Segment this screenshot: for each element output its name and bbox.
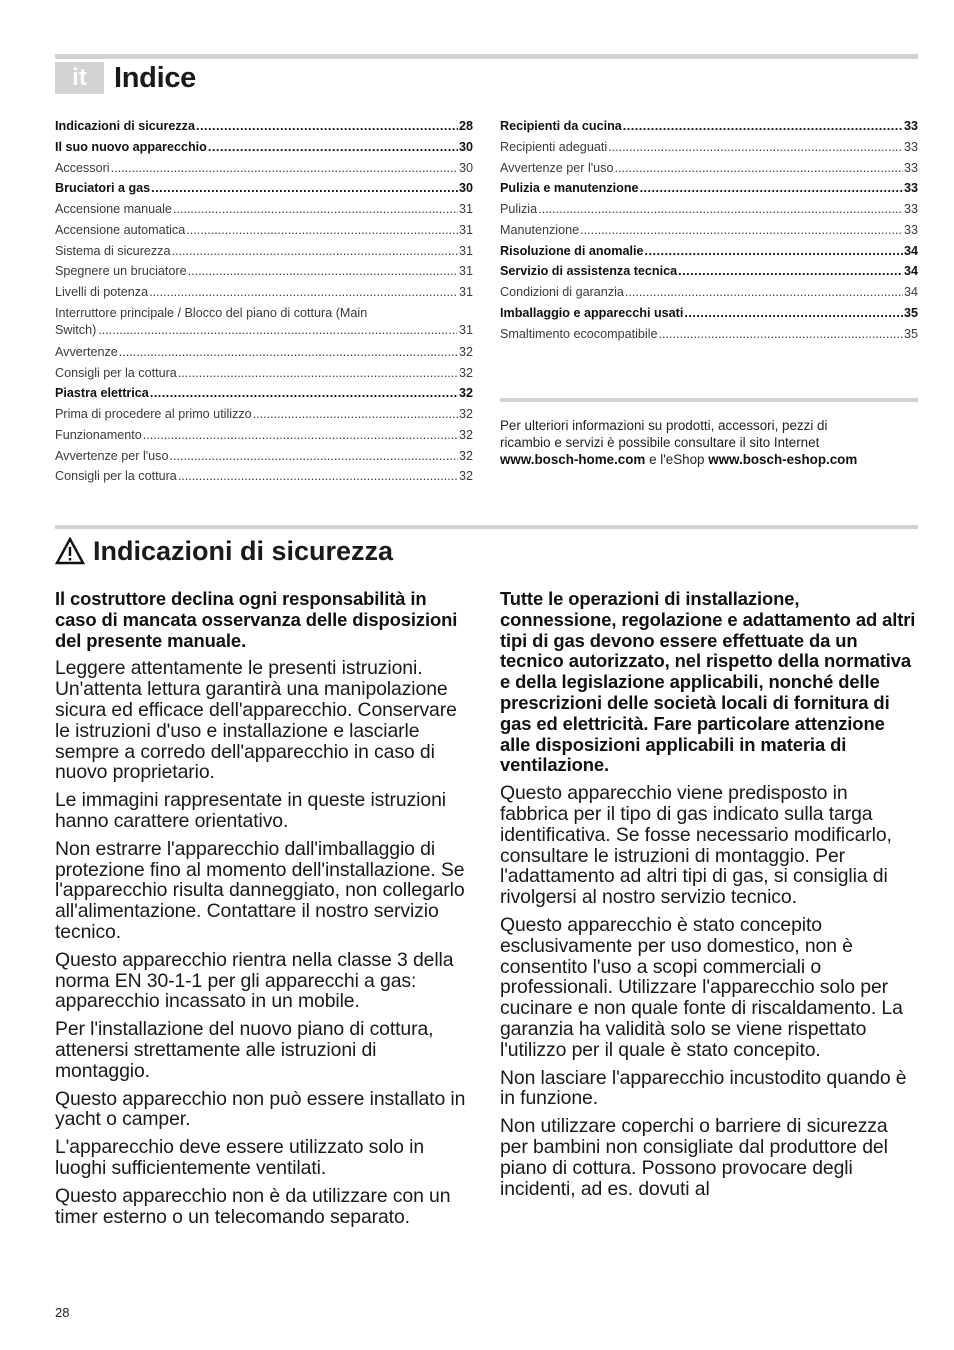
- toc-entry-page: 31: [458, 264, 473, 279]
- toc-entry-title: Consigli per la cottura: [55, 469, 177, 484]
- toc-entry[interactable]: [500, 261, 918, 282]
- toc-entry[interactable]: [500, 241, 918, 262]
- eshop-url-link[interactable]: www.bosch-eshop.com: [708, 452, 858, 467]
- toc-leader-dots: [684, 303, 903, 324]
- toc-entry-title: Pulizia e manutenzione: [500, 181, 639, 196]
- warning-icon: [55, 537, 85, 565]
- safety-title-text: Indicazioni di sicurezza: [93, 536, 394, 566]
- toc-entry-page: 33: [903, 222, 918, 237]
- toc-entry-title: Avvertenze per l'uso: [55, 448, 169, 463]
- toc-entry[interactable]: [500, 220, 918, 241]
- safety-paragraph: Non utilizzare coperchi o barriere di sicurezza per bambini non consigliate dal produttore del piano di cottura. Possono provocare degli incidenti, ad es. dovuti al: [500, 1115, 888, 1200]
- toc-entry-title: Bruciatori a gas: [55, 181, 151, 196]
- toc-entry-page: 30: [458, 181, 473, 196]
- toc-entry-page: 33: [903, 202, 918, 216]
- language-badge: it: [55, 62, 104, 94]
- toc-entry-page: 31: [458, 202, 473, 216]
- toc-entry-page: 31: [458, 243, 473, 258]
- toc-entry-title: Servizio di assistenza tecnica: [500, 264, 678, 279]
- toc-entry-title: Spegnere un bruciatore: [55, 264, 187, 279]
- toc-leader-dots: [659, 324, 903, 345]
- toc-leader-dots: [678, 261, 903, 282]
- toc-leader-dots: [640, 178, 903, 199]
- toc-leader-dots: [623, 116, 903, 137]
- toc-entry-page: 32: [458, 365, 473, 380]
- safety-paragraph: Questo apparecchio viene predisposto in fabbrica per il tipo di gas indicato sulla targa identificativa. Se fosse necessario modificarlo, consultare le istruzioni di montaggio. Per l'adattamento ad altri tipi di gas, si consiglia di rivolgersi al nostro servizio tecnico.: [500, 782, 892, 909]
- toc-entry-title: Pulizia: [500, 202, 538, 216]
- safety-section-title: [55, 533, 393, 569]
- toc-leader-dots: [253, 404, 458, 425]
- toc-entry[interactable]: [500, 137, 918, 158]
- section-rule: [55, 525, 918, 529]
- toc-entry-page: 33: [903, 119, 918, 133]
- toc-leader-dots: [119, 342, 458, 363]
- toc-entry-page: 33: [903, 160, 918, 175]
- toc-leader-dots: [538, 199, 903, 220]
- toc-entry-page: 32: [458, 344, 473, 359]
- toc-entry-page: 31: [458, 322, 473, 337]
- toc-entry-title: Livelli di potenza: [55, 285, 149, 299]
- toc-entry-page: 31: [458, 285, 473, 299]
- toc-leader-dots: [143, 425, 458, 446]
- toc-entry[interactable]: [55, 178, 473, 199]
- toc-entry-title: Accessori: [55, 160, 110, 175]
- toc-leader-dots: [614, 158, 903, 179]
- info-line-2: ricambio e servizi è possibile consultare il sito Internet: [500, 435, 820, 450]
- toc-entry-page: 28: [458, 119, 473, 133]
- safety-paragraph: Non lasciare l'apparecchio incustodito quando è in funzione.: [500, 1066, 907, 1110]
- toc-entry[interactable]: [500, 116, 918, 137]
- toc-entry[interactable]: [55, 282, 473, 303]
- toc-leader-dots: [173, 199, 458, 220]
- safety-bold-paragraph: Tutte le operazioni di installazione, connessione, regolazione e adattamento ad altri tipi di gas devono essere effettuate da un tecnico autorizzato, nel rispetto della normativa e della legislazione applicabili, nonché delle prescrizioni delle società locali di fornitura di gas ed elettricità. Fare particolare attenzione alle disposizioni applicabili in materia di ventilazione.: [500, 588, 916, 776]
- toc-entry-page: 32: [458, 386, 473, 401]
- safety-paragraph: Leggere attentamente le presenti istruzioni. Un'attenta lettura garantirà una manipolazione sicura ed efficace dell'apparecchio. Conservare le istruzioni d'uso e installazione e lasciarle sempre a corredo dell'apparecchio in caso di nuovo proprietario.: [55, 657, 457, 784]
- toc-entry-title: Manutenzione: [500, 222, 580, 237]
- toc-entry[interactable]: [500, 199, 918, 220]
- toc-entry-page: 33: [903, 139, 918, 154]
- toc-entry[interactable]: [55, 199, 473, 220]
- safety-paragraph: Questo apparecchio non può essere installato in yacht o camper.: [55, 1087, 466, 1131]
- info-line-1: Per ulteriori informazioni su prodotti, accessori, pezzi di: [500, 418, 828, 433]
- toc-entry[interactable]: [500, 324, 918, 345]
- toc-entry-title: Avvertenze: [55, 344, 118, 359]
- toc-entry[interactable]: [55, 220, 473, 241]
- toc-entry[interactable]: [55, 383, 473, 404]
- toc-entry[interactable]: [55, 158, 473, 179]
- toc-leader-dots: [178, 466, 458, 487]
- safety-paragraph: Questo apparecchio rientra nella classe 3 della norma EN 30-1-1 per gli apparecchi a gas: apparecchio incassato in un mobile.: [55, 948, 454, 1013]
- toc-entry-title: Sistema di sicurezza: [55, 243, 171, 258]
- toc-entry-title: Risoluzione di anomalie: [500, 243, 644, 258]
- toc-entry-title: Indicazioni di sicurezza: [55, 119, 195, 133]
- toc-entry-title: Interruttore principale / Blocco del piano di cottura (Main: [55, 305, 368, 320]
- safety-paragraph: Non estrarre l'apparecchio dall'imballaggio di protezione fino al momento dell'installazione. Se l'apparecchio risulta danneggiato, non collegarlo all'alimentazione. Contattare il nostro servizio tecnico.: [55, 837, 465, 943]
- toc-entry-title: Avvertenze per l'uso: [500, 160, 614, 175]
- toc-entry[interactable]: [55, 137, 473, 158]
- toc-entry[interactable]: [55, 363, 473, 384]
- toc-leader-dots: [111, 158, 458, 179]
- toc-entry-title: Recipienti adeguati: [500, 139, 608, 154]
- toc-leader-dots: [580, 220, 903, 241]
- toc-entry[interactable]: [55, 241, 473, 262]
- safety-left-column: [55, 589, 473, 1234]
- toc-leader-dots: [625, 282, 903, 303]
- toc-entry-page: 32: [458, 469, 473, 484]
- toc-entry-title: Consigli per la cottura: [55, 365, 177, 380]
- toc-entry-page: 30: [458, 160, 473, 175]
- safety-paragraph: Per l'installazione del nuovo piano di cottura, attenersi strettamente alle istruzioni di montaggio.: [55, 1018, 434, 1082]
- info-mid-text: e l'eShop: [645, 452, 709, 467]
- toc-entry[interactable]: [55, 342, 473, 363]
- toc-leader-dots: [644, 241, 903, 262]
- toc-entry[interactable]: [55, 425, 473, 446]
- toc-leader-dots: [608, 137, 903, 158]
- toc-right-column: [500, 116, 918, 344]
- info-rule: [500, 398, 918, 402]
- toc-leader-dots: [188, 261, 458, 282]
- toc-entry-title: Funzionamento: [55, 427, 142, 442]
- toc-leader-dots: [178, 363, 458, 384]
- info-text: [500, 417, 920, 468]
- toc-entry[interactable]: [55, 466, 473, 487]
- safety-bold-paragraph: Il costruttore declina ogni responsabilità in caso di mancata osservanza delle disposizioni del presente manuale.: [55, 588, 458, 651]
- toc-entry[interactable]: [55, 116, 473, 137]
- toc-entry[interactable]: [500, 303, 918, 324]
- toc-entry-title: Il suo nuovo apparecchio: [55, 139, 207, 154]
- safety-paragraph: Questo apparecchio è stato concepito esclusivamente per uso domestico, non è consentito l'uso a scopi commerciali o professionali. Utilizzare l'apparecchio solo per cucinare e non quale fonte di riscaldamento. La garanzia ha validità solo se viene rispettato l'utilizzo per il quale è stato concepito.: [500, 913, 903, 1061]
- toc-entry[interactable]: [55, 446, 473, 467]
- toc-entry-page: 34: [903, 285, 918, 299]
- toc-entry[interactable]: [500, 282, 918, 303]
- toc-leader-dots: [196, 116, 458, 137]
- toc-entry[interactable]: [500, 178, 918, 199]
- page-title: Indice: [114, 62, 196, 94]
- toc-entry-title: Condizioni di garanzia: [500, 285, 624, 299]
- toc-leader-dots: [171, 241, 458, 262]
- toc-leader-dots: [186, 220, 458, 241]
- toc-leader-dots: [208, 137, 458, 158]
- safety-paragraph: Le immagini rappresentate in queste istruzioni hanno carattere orientativo.: [55, 789, 446, 832]
- home-url-link[interactable]: www.bosch-home.com: [500, 452, 646, 467]
- safety-right-column: [500, 589, 918, 1206]
- toc-entry-title: Recipienti da cucina: [500, 119, 622, 133]
- toc-entry-title: Prima di procedere al primo utilizzo: [55, 407, 252, 421]
- toc-leader-dots: [169, 446, 458, 467]
- toc-leader-dots: [98, 322, 457, 339]
- toc-left-column: [55, 116, 473, 487]
- toc-entry-title: Smaltimento ecocompatibile: [500, 326, 658, 341]
- toc-entry-page: 35: [903, 326, 918, 341]
- safety-paragraph: L'apparecchio deve essere utilizzato solo in luoghi sufficientemente ventilati.: [55, 1136, 425, 1179]
- toc-entry-page: 32: [458, 427, 473, 442]
- toc-entry[interactable]: [55, 303, 473, 342]
- toc-entry[interactable]: [55, 404, 473, 425]
- toc-leader-dots: [149, 282, 458, 303]
- toc-entry[interactable]: [55, 261, 473, 282]
- toc-entry-title: Piastra elettrica: [55, 386, 149, 401]
- toc-entry-page: 31: [458, 222, 473, 237]
- toc-leader-dots: [151, 178, 458, 199]
- toc-entry-page: 34: [903, 264, 918, 279]
- toc-entry-page: 34: [903, 243, 918, 258]
- safety-paragraph: Questo apparecchio non è da utilizzare con un timer esterno o un telecomando separato.: [55, 1184, 451, 1228]
- toc-entry[interactable]: [500, 158, 918, 179]
- toc-entry-title: Accensione automatica: [55, 222, 186, 237]
- toc-entry-page: 30: [458, 139, 473, 154]
- toc-entry-page: 35: [903, 305, 918, 320]
- page-number: 28: [55, 1305, 70, 1320]
- toc-entry-title: Imballaggio e apparecchi usati: [500, 305, 684, 320]
- toc-entry-title: Accensione manuale: [55, 202, 172, 216]
- toc-entry-title-continued: Switch): [55, 322, 97, 337]
- toc-entry-page: 32: [458, 448, 473, 463]
- toc-leader-dots: [150, 383, 458, 404]
- toc-entry-page: 33: [903, 181, 918, 196]
- toc-entry-page: 32: [458, 407, 473, 421]
